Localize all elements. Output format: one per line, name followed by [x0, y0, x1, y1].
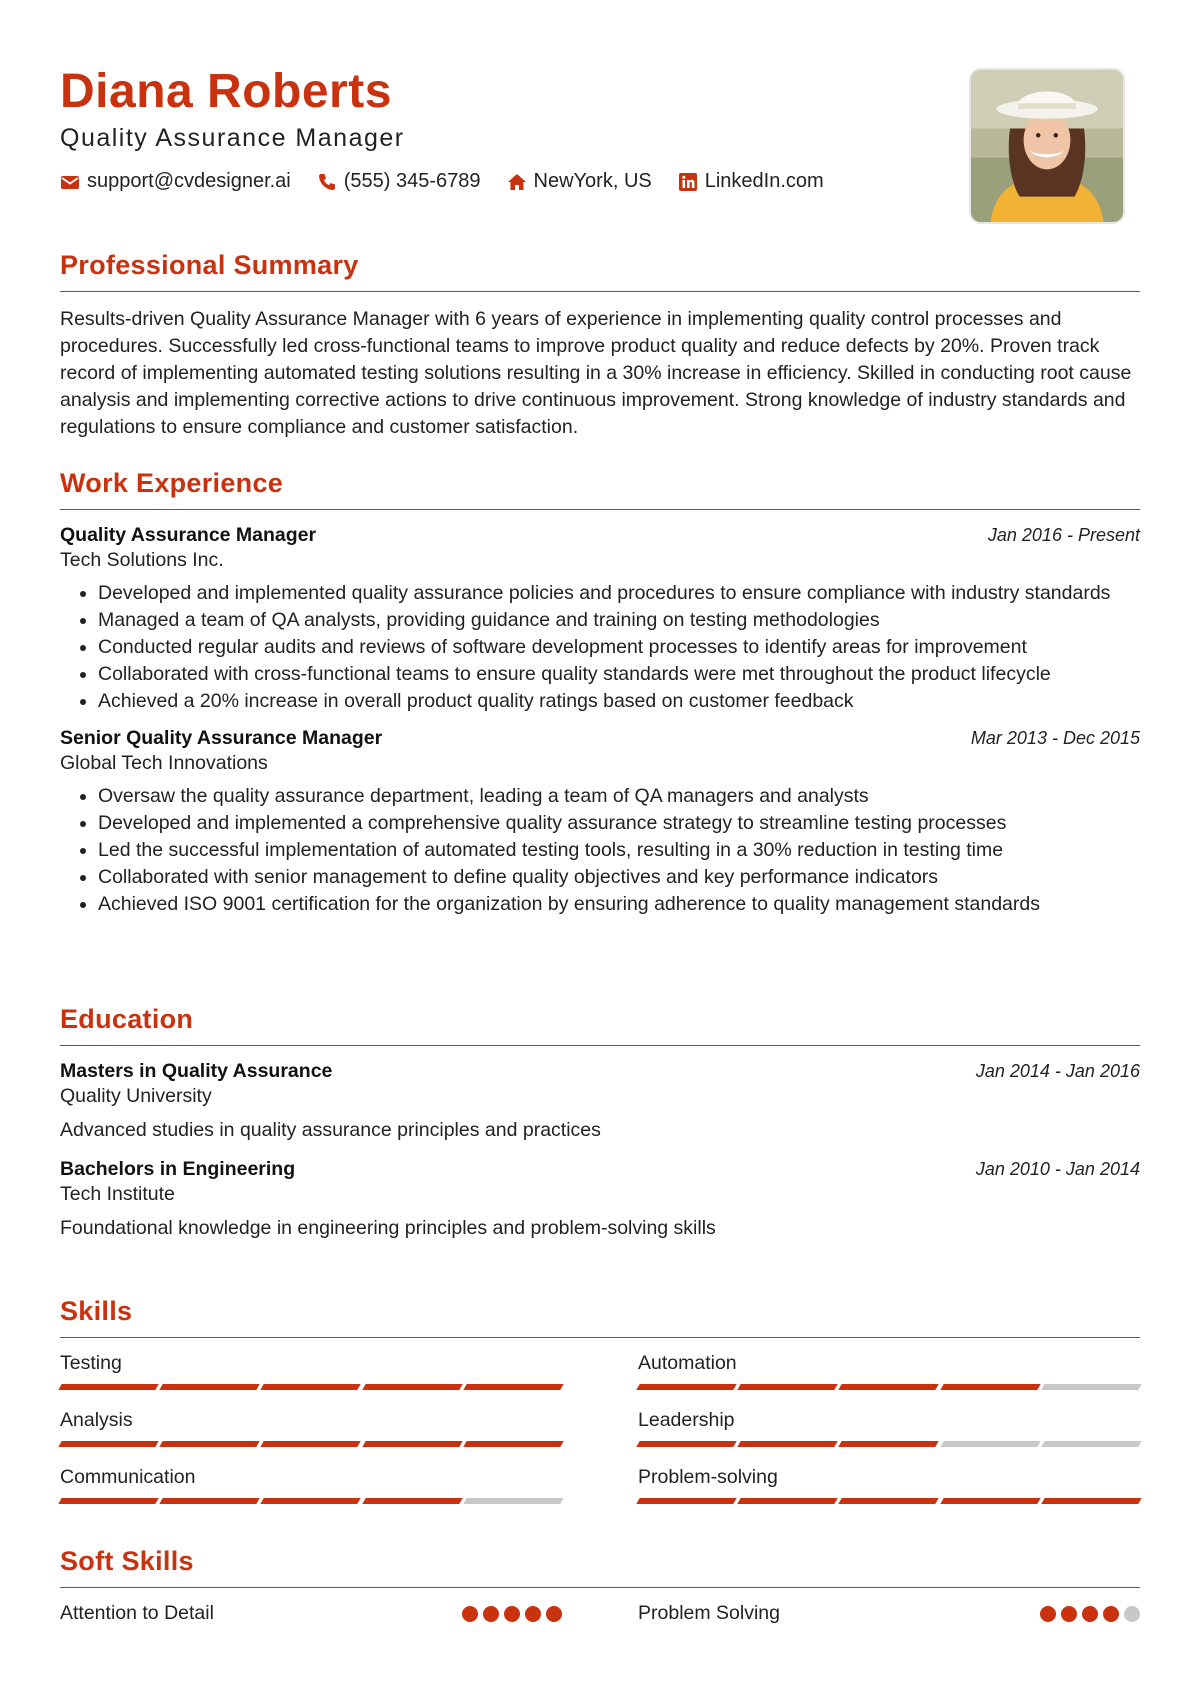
skill-level-bar: [638, 1498, 1140, 1504]
skill-segment-filled: [737, 1441, 838, 1447]
skill-segment-empty: [1041, 1441, 1142, 1447]
skill-item: [60, 1466, 562, 1523]
contact-linkedin[interactable]: [678, 170, 824, 193]
contact-phone[interactable]: [317, 170, 481, 193]
job-dates: Mar 2013 - Dec 2015: [970, 728, 1140, 748]
skill-segment-filled: [159, 1498, 260, 1504]
contact-email[interactable]: [60, 170, 291, 193]
skill-segment-filled: [636, 1384, 737, 1390]
skill-segment-filled: [940, 1498, 1041, 1504]
skill-segment-empty: [1041, 1384, 1142, 1390]
job-bullet: • Achieved ISO 9001 certification for the organization by ensuring adherence to quality management standards: [98, 891, 1140, 918]
rating-dot-filled: [504, 1606, 520, 1622]
job-bullets: [60, 783, 1140, 918]
contact-list: [60, 170, 850, 193]
job-title: Senior Quality Assurance Manager: [60, 727, 383, 749]
job-bullet: • Developed and implemented quality assurance policies and procedures to ensure compliance with industry standards: [98, 580, 1140, 607]
degree-title: Bachelors in Engineering: [60, 1158, 296, 1180]
skill-segment-empty: [463, 1498, 564, 1504]
soft-skill-item: [638, 1602, 1140, 1625]
contact-linkedin-text: LinkedIn.com: [704, 170, 824, 192]
job-company: Tech Solutions Inc.: [60, 549, 224, 571]
degree-title: Masters in Quality Assurance: [60, 1060, 333, 1082]
contact-location-text: NewYork, US: [533, 170, 652, 192]
skill-segment-filled: [159, 1384, 260, 1390]
contact-location: [507, 170, 652, 193]
skill-segment-filled: [940, 1384, 1041, 1390]
skill-name: Analysis: [60, 1409, 133, 1431]
job-bullet: • Collaborated with cross-functional teams to ensure quality standards were met throughout the product lifecycle: [98, 661, 1140, 688]
soft-skills-grid: [60, 1602, 1140, 1625]
skill-segment-filled: [261, 1441, 362, 1447]
rating-dot-filled: [546, 1606, 562, 1622]
envelope-icon: [60, 172, 80, 192]
skills-section: [60, 1296, 1140, 1523]
candidate-name: Diana Roberts: [60, 65, 392, 118]
education-description: Advanced studies in quality assurance principles and practices: [60, 1119, 601, 1141]
skill-item: [60, 1409, 562, 1466]
job-bullet: • Conducted regular audits and reviews of software development processes to identify areas for improvement: [98, 634, 1140, 661]
soft-skills-section: [60, 1546, 1140, 1625]
job-bullet: • Developed and implemented a comprehensive quality assurance strategy to streamline testing processes: [98, 810, 1140, 837]
education-dates: Jan 2014 - Jan 2016: [975, 1061, 1140, 1081]
education-entry: [60, 1158, 1140, 1240]
skill-name: Problem-solving: [638, 1466, 778, 1488]
rating-dot-filled: [483, 1606, 499, 1622]
soft-skill-name: Attention to Detail: [60, 1602, 214, 1624]
job-company: Global Tech Innovations: [60, 752, 268, 774]
job-bullet: • Achieved a 20% increase in overall product quality ratings based on customer feedback: [98, 688, 1140, 715]
rating-dot-empty: [1124, 1606, 1140, 1622]
profile-photo: [969, 68, 1125, 224]
skill-segment-filled: [839, 1498, 940, 1504]
skill-segment-filled: [58, 1384, 159, 1390]
skill-segment-filled: [362, 1384, 463, 1390]
job-title: Quality Assurance Manager: [60, 524, 317, 546]
experience-heading: Work Experience: [60, 468, 1140, 510]
job-bullet: • Managed a team of QA analysts, providing guidance and training on testing methodologies: [98, 607, 1140, 634]
skill-level-bar: [60, 1498, 562, 1504]
skill-segment-filled: [159, 1441, 260, 1447]
soft-skill-name: Problem Solving: [638, 1602, 780, 1624]
summary-text: Results-driven Quality Assurance Manager with 6 years of experience in implementing quality control processes and procedures. Successfully led cross-functional teams to improve product quality and reduce defects by 20%. Proven track record of implementing automated testing solutions resulting in a 30% increase in efficiency. Skilled in conducting root cause analysis and implementing corrective actions to drive continuous improvement. Strong knowledge of industry standards and regulations to ensure compliance and customer satisfaction.: [60, 308, 1132, 438]
job-bullets: [60, 580, 1140, 715]
job-dates: Jan 2016 - Present: [987, 525, 1140, 545]
skill-item: [638, 1352, 1140, 1409]
skill-level-bar: [60, 1384, 562, 1390]
summary-heading: Professional Summary: [60, 250, 1140, 292]
job-bullet: • Oversaw the quality assurance department, leading a team of QA managers and analysts: [98, 783, 1140, 810]
job-entry: [60, 727, 1140, 918]
linkedin-icon: [678, 172, 698, 192]
resume-header: [60, 0, 1140, 240]
soft-skill-item: [60, 1602, 562, 1625]
school-name: Quality University: [60, 1085, 212, 1107]
home-icon: [507, 172, 527, 192]
job-entry: [60, 524, 1140, 715]
skill-segment-filled: [737, 1498, 838, 1504]
candidate-title: Quality Assurance Manager: [60, 124, 405, 152]
skill-segment-filled: [636, 1498, 737, 1504]
rating-dot-filled: [1061, 1606, 1077, 1622]
skills-heading: Skills: [60, 1296, 1140, 1338]
skill-segment-filled: [463, 1441, 564, 1447]
skill-level-bar: [60, 1441, 562, 1447]
contact-email-text: support@cvdesigner.ai: [87, 170, 291, 192]
skill-segment-filled: [1041, 1498, 1142, 1504]
skill-name: Automation: [638, 1352, 737, 1374]
skill-segment-filled: [463, 1384, 564, 1390]
school-name: Tech Institute: [60, 1183, 175, 1205]
skills-grid: [60, 1352, 1140, 1523]
phone-icon: [317, 172, 337, 192]
skill-segment-empty: [940, 1441, 1041, 1447]
job-bullet: • Collaborated with senior management to define quality objectives and key performance indicators: [98, 864, 1140, 891]
soft-skill-rating: [1040, 1606, 1140, 1622]
skill-name: Communication: [60, 1466, 196, 1488]
education-heading: Education: [60, 1004, 1140, 1046]
rating-dot-filled: [525, 1606, 541, 1622]
skill-segment-filled: [636, 1441, 737, 1447]
education-description: Foundational knowledge in engineering principles and problem-solving skills: [60, 1217, 716, 1239]
skill-item: [638, 1466, 1140, 1523]
job-bullet: • Led the successful implementation of automated testing tools, resulting in a 30% reduction in testing time: [98, 837, 1140, 864]
skill-name: Testing: [60, 1352, 122, 1374]
skill-segment-filled: [839, 1441, 940, 1447]
skill-level-bar: [638, 1384, 1140, 1390]
rating-dot-filled: [1082, 1606, 1098, 1622]
rating-dot-filled: [1040, 1606, 1056, 1622]
education-section: [60, 1004, 1140, 1240]
skill-item: [638, 1409, 1140, 1466]
skill-segment-filled: [362, 1498, 463, 1504]
rating-dot-filled: [462, 1606, 478, 1622]
summary-section: [60, 250, 1140, 441]
skill-name: Leadership: [638, 1409, 735, 1431]
skill-segment-filled: [58, 1441, 159, 1447]
skill-segment-filled: [261, 1498, 362, 1504]
contact-phone-text: (555) 345-6789: [343, 170, 481, 192]
education-entry: [60, 1060, 1140, 1142]
skill-segment-filled: [58, 1498, 159, 1504]
skill-segment-filled: [839, 1384, 940, 1390]
soft-skills-heading: Soft Skills: [60, 1546, 1140, 1588]
skill-segment-filled: [261, 1384, 362, 1390]
rating-dot-filled: [1103, 1606, 1119, 1622]
education-dates: Jan 2010 - Jan 2014: [975, 1159, 1140, 1179]
skill-segment-filled: [737, 1384, 838, 1390]
skill-level-bar: [638, 1441, 1140, 1447]
skill-item: [60, 1352, 562, 1409]
experience-section: [60, 468, 1140, 918]
skill-segment-filled: [362, 1441, 463, 1447]
soft-skill-rating: [462, 1606, 562, 1622]
